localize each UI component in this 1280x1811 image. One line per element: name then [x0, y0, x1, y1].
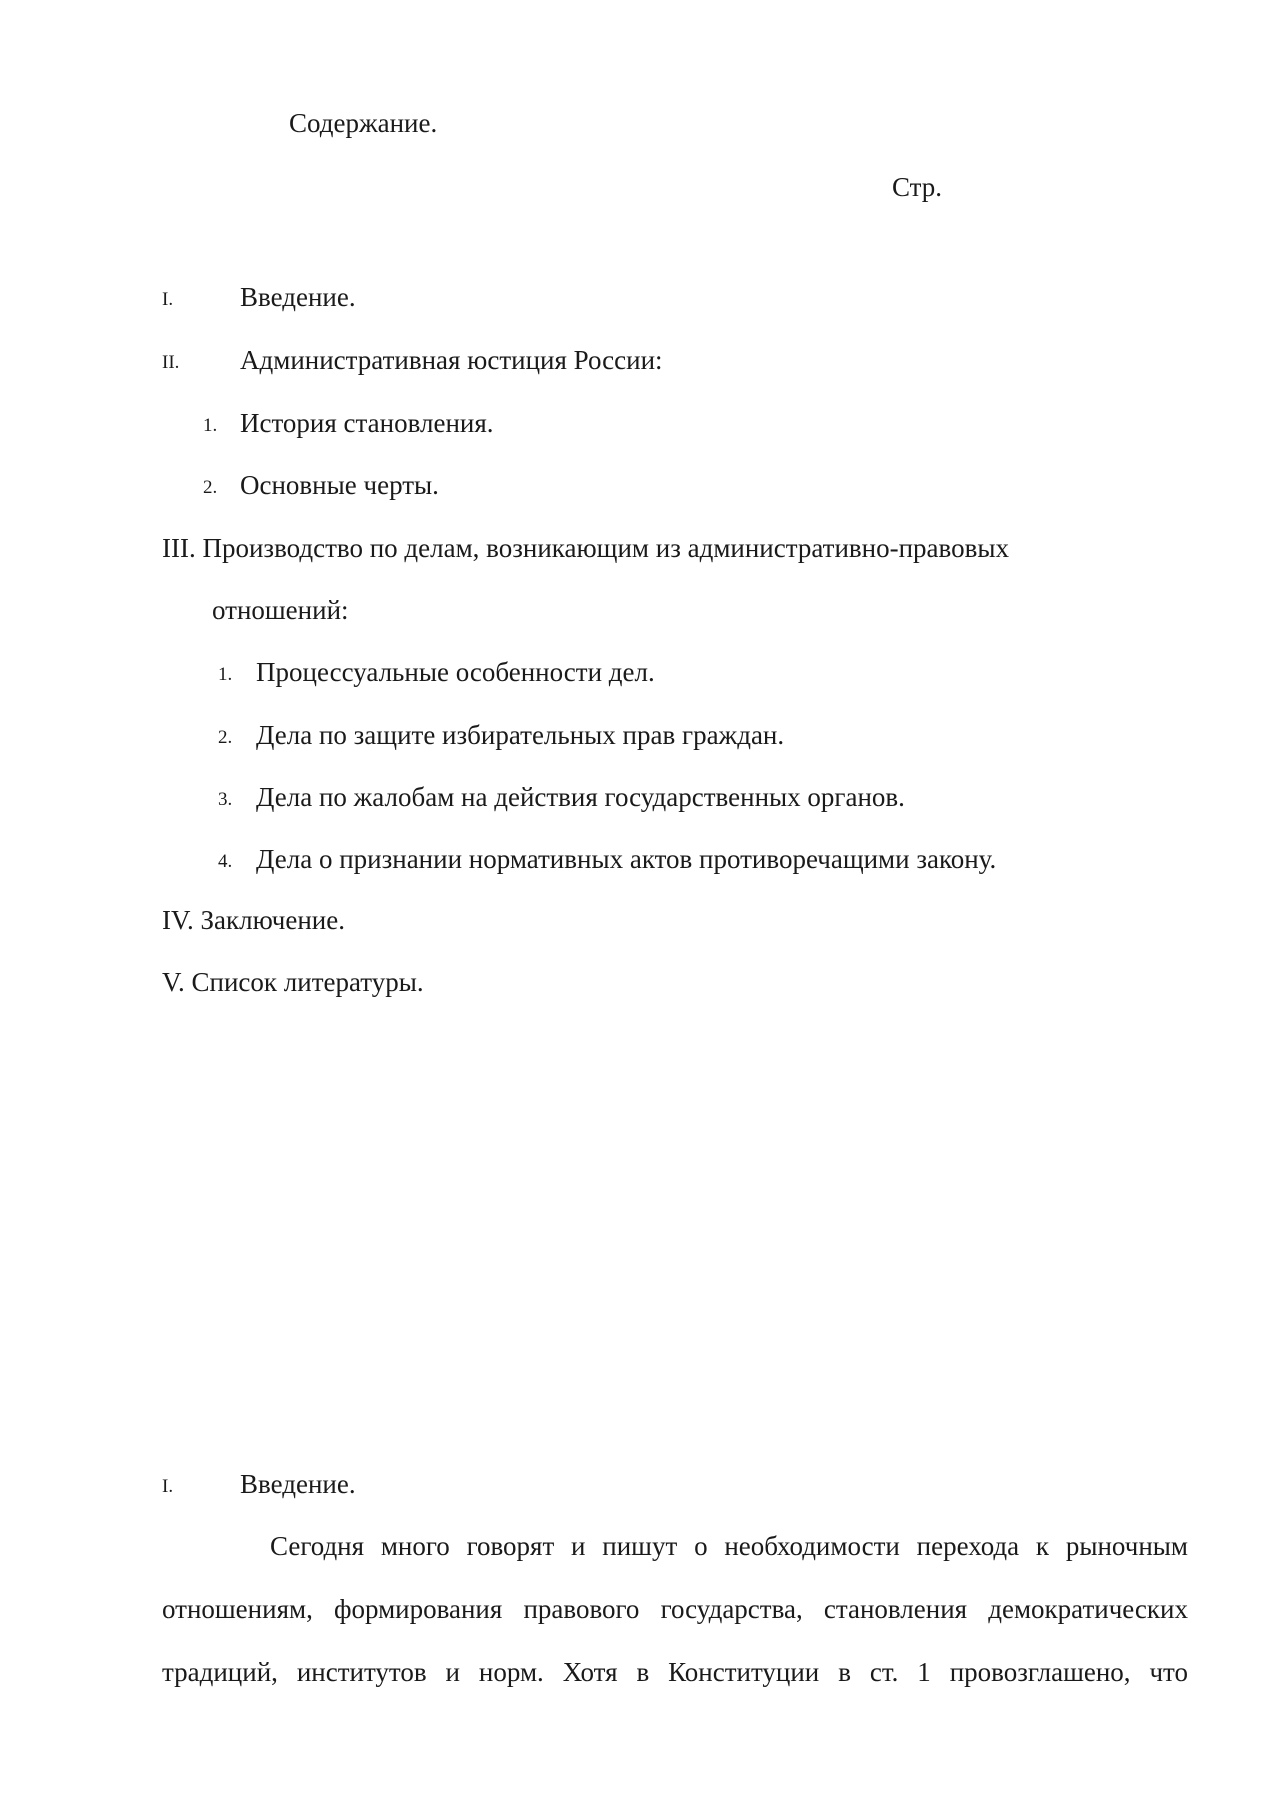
toc-entry-admin-justice: Административная юстиция России: — [240, 345, 663, 375]
toc-entry-normative-acts: Дела о признании нормативных актов противоречащими закону. — [256, 844, 997, 874]
toc-entry-number: 3. — [218, 789, 233, 810]
toc-title: Содержание. — [289, 108, 438, 138]
toc-entry-bibliography: V. Список литературы. — [162, 967, 424, 997]
toc-entry-history: История становления. — [240, 408, 494, 438]
toc-entry-number: II. — [162, 352, 180, 373]
intro-paragraph-line: отношениям, формирования правового государства, становления демократических — [162, 1594, 1188, 1624]
toc-entry-number: 2. — [218, 727, 233, 748]
toc-entry-electoral: Дела по защите избирательных прав граждан. — [256, 720, 785, 750]
toc-entry-number: I. — [162, 289, 174, 310]
toc-entry-number: 4. — [218, 851, 233, 872]
toc-entry-complaints: Дела по жалобам на действия государственных органов. — [256, 782, 905, 812]
toc-entry-proceedings: III. Производство по делам, возникающим из административно-правовых — [162, 533, 1009, 563]
toc-page-column-label: Стр. — [892, 172, 943, 202]
intro-paragraph-line: традиций, институтов и норм. Хотя в Конституции в ст. 1 провозглашено, что — [162, 1657, 1188, 1687]
toc-entry-number: 2. — [203, 477, 218, 498]
toc-entry-conclusion: IV. Заключение. — [162, 905, 345, 935]
intro-paragraph-line: Сегодня много говорят и пишут о необходимости перехода к рыночным — [270, 1531, 1188, 1561]
toc-entry-number: 1. — [218, 664, 233, 685]
toc-entry-intro: Введение. — [240, 282, 356, 312]
toc-entry-procedural: Процессуальные особенности дел. — [256, 657, 655, 687]
toc-entry-number: 1. — [203, 415, 218, 436]
toc-entry-features: Основные черты. — [240, 470, 439, 500]
toc-entry-proceedings-cont: отношений: — [212, 595, 349, 625]
intro-heading-number: I. — [162, 1476, 174, 1497]
intro-heading: Введение. — [240, 1469, 356, 1499]
